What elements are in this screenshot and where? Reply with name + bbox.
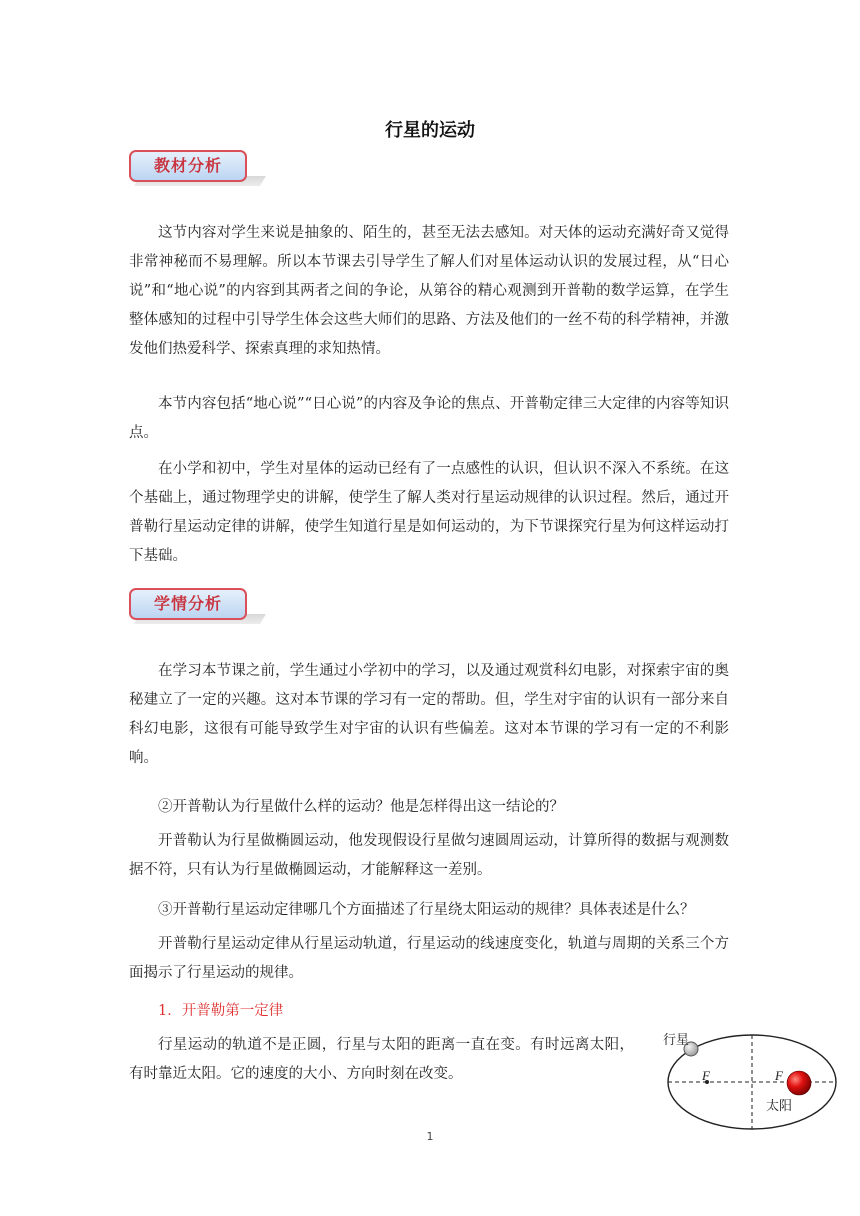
question-3: ③开普勒行星运动定律哪几个方面描述了行星绕太阳运动的规律？具体表述是什么？ [158,902,695,918]
law1-heading: 1．开普勒第一定律 [158,1003,284,1019]
section-tag-student-analysis [129,588,259,630]
orbit-diagram [660,1022,840,1134]
section-label: 学情分析 [129,588,247,620]
paragraph: 开普勒行星运动定律从行星运动轨道，行星运动的线速度变化，轨道与周期的关系三个方面揭示了行星运动的规律。 [129,936,729,981]
question-2: ②开普勒认为行星做什么样的运动？他是怎样得出这一结论的？ [158,799,564,815]
focus-1-label: F [702,1068,710,1083]
paragraph: 本节内容包括“地心说”“日心说”的内容及争论的焦点、开普勒定律三大定律的内容等知识点。 [129,396,729,441]
focus-2-label: F [775,1068,783,1083]
paragraph: 在小学和初中，学生对星体的运动已经有了一点感性的认识，但认识不深入不系统。在这个基础上，通过物理学史的讲解，使学生了解人类对行星运动规律的认识过程。然后，通过开普勒行星运动定律的讲解，使学生知道行星是如何运动的，为下节课探究行星为何这样运动打下基础。 [129,461,729,564]
section-tag-textbook-analysis [129,150,259,192]
section-label: 教材分析 [129,150,247,182]
paragraph: 行星运动的轨道不是正圆，行星与太阳的距离一直在变。有时远离太阳，有时靠近太阳。它的速度的大小、方向时刻在改变。 [129,1037,634,1082]
paragraph: 这节内容对学生来说是抽象的、陌生的，甚至无法去感知。对天体的运动充满好奇又觉得非常神秘而不易理解。所以本节课去引导学生了解人们对星体运动认识的发展过程，从“日心说”和“地心说”的内容到其两者之间的争论，从第谷的精心观测到开普勒的数学运算，在学生整体感知的过程中引导学生体会这些大师们的思路、方法及他们的一丝不苟的科学精神，并激发他们热爱科学、探索真理的求知热情。 [129,225,729,357]
sun-label: 太阳 [766,1099,793,1114]
sun-icon [787,1071,811,1095]
paragraph: 开普勒认为行星做椭圆运动，他发现假设行星做匀速圆周运动，计算所得的数据与观测数据不符，只有认为行星做椭圆运动，才能解释这一差别。 [129,833,729,878]
planet-label: 行星 [663,1033,690,1048]
paragraph: 在学习本节课之前，学生通过小学初中的学习，以及通过观赏科幻电影，对探索宇宙的奥秘建立了一定的兴趣。这对本节课的学习有一定的帮助。但，学生对宇宙的认识有一部分来自科幻电影，这很有可能导致学生对宇宙的认识有些偏差。这对本节课的学习有一定的不利影响。 [129,663,729,766]
page-number: 1 [426,1130,434,1143]
page-title: 行星的运动 [385,120,475,141]
